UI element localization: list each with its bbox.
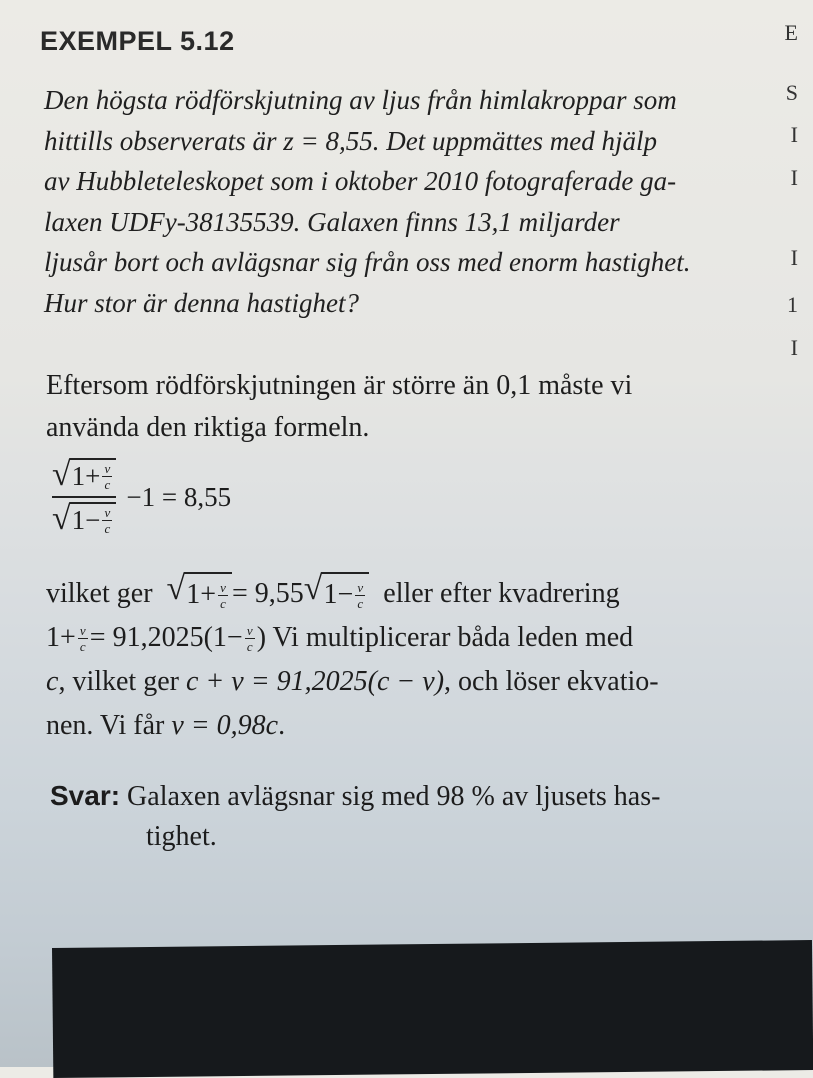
solution-line-3 — [46, 572, 766, 616]
var-v: v — [357, 579, 364, 595]
redshift-equation — [52, 458, 231, 536]
solution-line-6 — [46, 704, 766, 748]
eq-term: 1+ — [186, 579, 216, 610]
answer-text: Galaxen avlägsnar sig med 98 % av ljusets has- — [127, 781, 661, 812]
problem-line: laxen UDFy-38135539. Galaxen finns 13,1 miljarder — [44, 206, 620, 237]
var-v: v — [246, 622, 253, 638]
text: eller efter kvadrering — [383, 578, 620, 609]
problem-line: av Hubbleteleskopet som i oktober 2010 fotograferade ga- — [44, 166, 677, 196]
var-c: c — [46, 666, 59, 697]
var-v: v — [220, 579, 226, 595]
solution-line: använda den riktiga formeln. — [46, 412, 370, 443]
side-letter: S — [785, 80, 798, 105]
text: nen. Vi får — [46, 710, 165, 741]
eq-term: 1+ — [71, 460, 101, 491]
dark-foreground-object — [52, 940, 813, 1078]
var-c: c — [357, 595, 364, 611]
var-c: c — [220, 595, 226, 611]
answer-block — [50, 776, 660, 857]
text: . — [278, 710, 286, 741]
text: , och löser ekvatio- — [444, 666, 659, 697]
solution-steps — [46, 572, 766, 748]
eq-term: 1+ — [46, 622, 76, 653]
text: ) Vi multiplicerar båda leden med — [256, 622, 634, 653]
adjacent-page-edge — [786, 20, 800, 400]
equation-rhs: −1 = 8,55 — [126, 481, 232, 512]
answer-label: Svar: — [50, 780, 121, 811]
var-c: c — [246, 638, 253, 654]
problem-line: hittills observerats är z = 8,55. Det uppmättes med hjälp — [44, 125, 657, 156]
text: vilket ger — [46, 578, 153, 609]
sqrt-expression: √ 1+ v c — [167, 572, 232, 616]
eq-term: = 9,55 — [232, 578, 304, 609]
solution-line-5 — [46, 660, 766, 704]
var-v: v — [104, 504, 111, 520]
side-letter: 1 — [787, 292, 798, 317]
problem-line: ljusår bort och avlägsnar sig från oss med enorm hastighet. — [44, 247, 691, 277]
var-v: v — [79, 622, 86, 638]
var-v: v — [104, 460, 111, 476]
problem-statement — [44, 80, 744, 323]
var-c: c — [104, 520, 111, 536]
equation-fraction — [52, 458, 116, 536]
answer-text-continued: tighet. — [146, 821, 217, 852]
problem-line: Hur stor är denna hastighet? — [44, 287, 360, 318]
side-letter: I — [790, 165, 798, 190]
equation: c + v = 91,2025(c − v) — [185, 666, 445, 697]
side-letter: I — [790, 122, 798, 147]
sqrt-numerator: √ 1+ v c — [52, 458, 116, 492]
eq-term: = 91,2025(1− — [89, 622, 243, 653]
example-heading: EXEMPEL 5.12 — [40, 26, 235, 56]
side-letter: I — [790, 245, 798, 270]
eq-term: 1− — [323, 579, 354, 610]
side-letter: I — [790, 335, 798, 360]
text: , vilket ger — [58, 666, 179, 697]
var-c: c — [104, 476, 111, 492]
var-c: c — [79, 638, 86, 654]
problem-line: Den högsta rödförskjutning av ljus från himlakroppar som — [44, 85, 677, 115]
solution-intro — [46, 365, 766, 449]
sqrt-expression: √ 1− v c — [304, 572, 369, 616]
solution-line-4 — [46, 616, 766, 660]
sqrt-denominator: √ 1− v c — [52, 502, 116, 536]
solution-line: Eftersom rödförskjutningen är större än 0,1 måste vi — [46, 370, 633, 401]
eq-term: 1− — [71, 504, 101, 535]
result: v = 0,98c — [171, 710, 279, 741]
side-letter: E — [784, 20, 798, 45]
